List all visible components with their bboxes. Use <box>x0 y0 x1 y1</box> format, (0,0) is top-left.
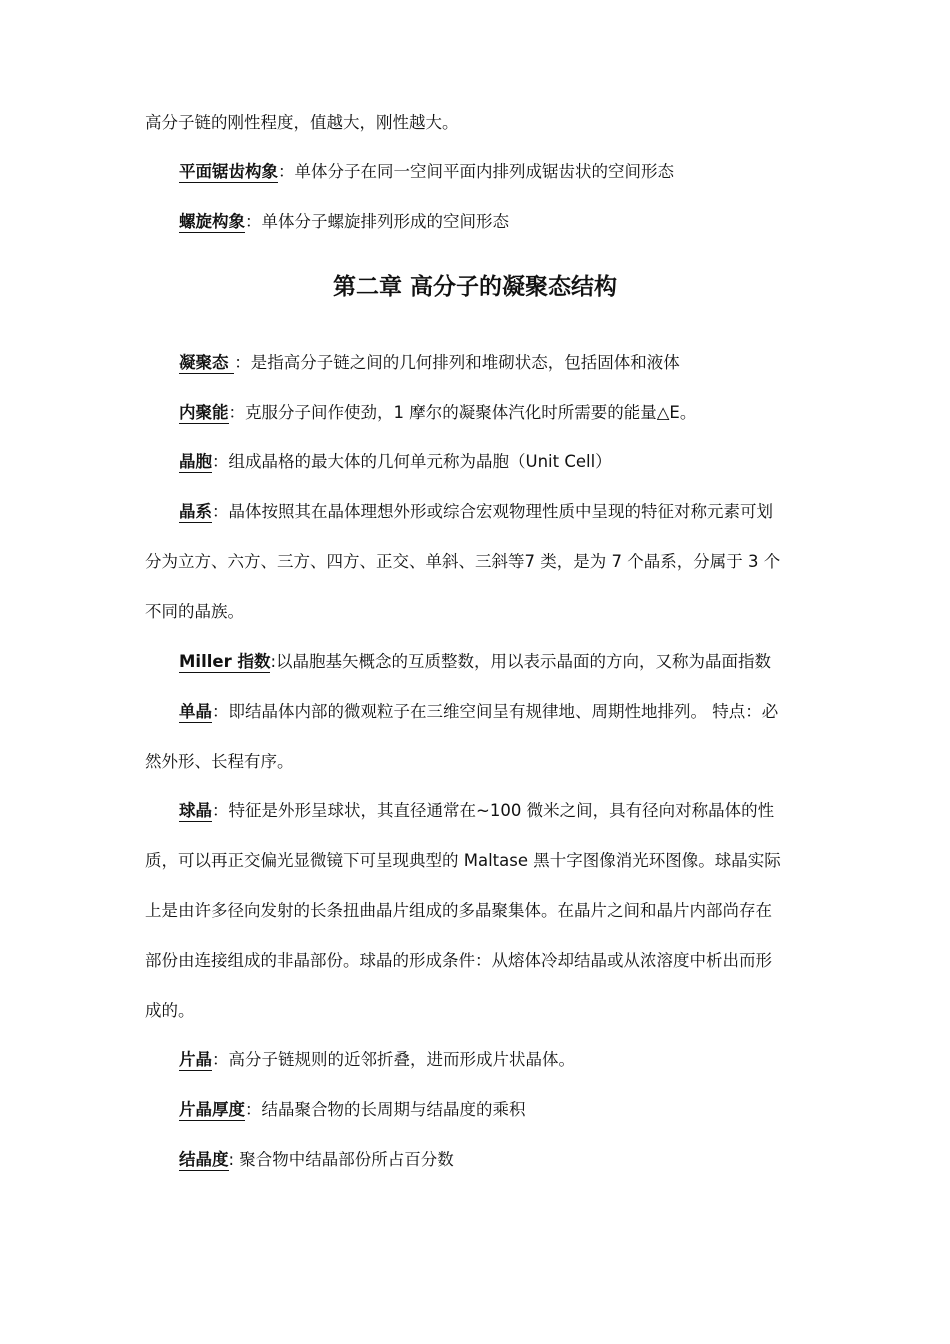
definition-continuation: 部份由连接组成的非晶部份。球晶的形成条件：从熔体冷却结晶或从浓溶度中析出而形 <box>145 951 772 970</box>
definition-zigzag <box>179 160 859 184</box>
chapter-heading: 第二章 高分子的凝聚态结构 <box>332 274 617 300</box>
term-definition: ：克服分子间作使劲，1 摩尔的凝聚体汽化时所需要的能量△E。 <box>228 403 697 422</box>
term-definition: ：特征是外形呈球状，其直径通常在~100 微米之间，具有径向对称晶体的性 <box>212 801 775 820</box>
paragraph-rigidity <box>145 111 825 135</box>
term-label: 片晶厚度 <box>179 1100 245 1119</box>
definition-continuation: 不同的晶族。 <box>145 602 244 621</box>
definition-unit-cell <box>179 450 859 474</box>
term-label: 平面锯齿构象 <box>179 162 278 181</box>
definition-helix <box>179 210 859 234</box>
term-label: 晶系 <box>179 502 212 521</box>
definition-crystallinity <box>179 1148 859 1172</box>
term-definition: ：晶体按照其在晶体理想外形或综合宏观物理性质中呈现的特征对称元素可划 <box>212 502 773 521</box>
definition-crystal-system <box>179 500 859 524</box>
paragraph-text: 高分子链的刚性程度，值越大，刚性越大。 <box>145 113 459 132</box>
definition-lamella-thickness <box>179 1098 859 1122</box>
definition-single-crystal <box>179 700 859 724</box>
term-label: 凝聚态 <box>179 353 235 372</box>
term-definition: ：单体分子在同一空间平面内排列成锯齿状的空间形态 <box>278 162 674 181</box>
term-label: 螺旋构象 <box>179 212 245 231</box>
definition-continuation: 上是由许多径向发射的长条扭曲晶片组成的多晶聚集体。在晶片之间和晶片内部尚存在 <box>145 901 772 920</box>
definition-continuation: 然外形、长程有序。 <box>145 752 294 771</box>
term-label: Miller 指数 <box>179 652 271 671</box>
term-label: 片晶 <box>179 1050 212 1069</box>
definition-condensed-state <box>179 351 859 375</box>
definition-miller-index <box>179 650 859 674</box>
term-label: 球晶 <box>179 801 212 820</box>
term-definition: ：即结晶体内部的微观粒子在三维空间呈有规律地、周期性地排列。 特点：必 <box>212 702 779 721</box>
term-definition: :以晶胞基矢概念的互质整数，用以表示晶面的方向，又称为晶面指数 <box>270 652 772 671</box>
definition-cohesive-energy <box>179 401 859 425</box>
term-label: 单晶 <box>179 702 212 721</box>
term-label: 结晶度 <box>179 1150 229 1169</box>
term-definition: ：结晶聚合物的长周期与结晶度的乘积 <box>245 1100 526 1119</box>
term-label: 内聚能 <box>179 403 229 422</box>
term-label: 晶胞 <box>179 452 212 471</box>
term-definition: : 聚合物中结晶部份所占百分数 <box>228 1150 454 1169</box>
term-definition: ：高分子链规则的近邻折叠，进而形成片状晶体。 <box>212 1050 575 1069</box>
definition-lamella <box>179 1048 859 1072</box>
term-definition: ：单体分子螺旋排列形成的空间形态 <box>245 212 509 231</box>
term-definition: ：组成晶格的最大体的几何单元称为晶胞（Unit Cell） <box>212 452 612 471</box>
definition-spherulite <box>179 799 859 823</box>
definition-continuation: 成的。 <box>145 1001 195 1020</box>
definition-continuation: 分为立方、六方、三方、四方、正交、单斜、三斜等7 类，是为 7 个晶系，分属于 3 个 <box>145 552 781 571</box>
term-definition: ：是指高分子链之间的几何排列和堆砌状态，包括固体和液体 <box>234 353 680 372</box>
definition-continuation: 质，可以再正交偏光显微镜下可呈现典型的 Maltase 黑十字图像消光环图像。球晶实际 <box>145 851 781 870</box>
